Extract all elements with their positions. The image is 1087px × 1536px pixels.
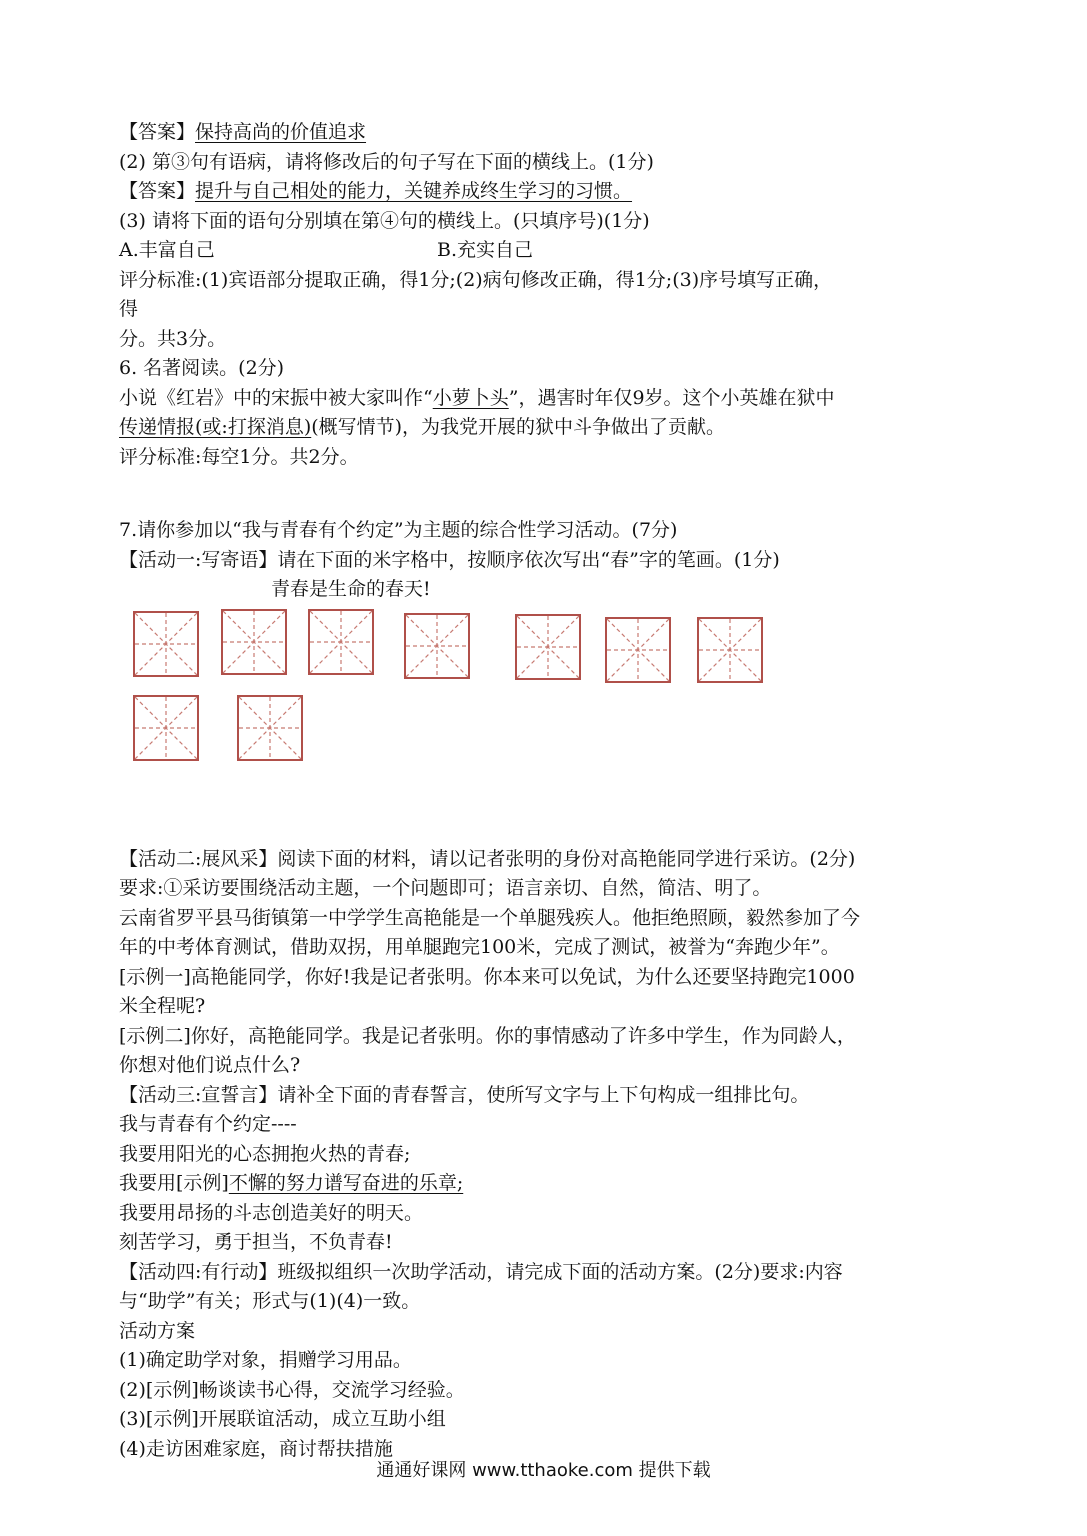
mizi-grid-cell[interactable] xyxy=(515,614,581,680)
text-line xyxy=(119,963,979,993)
mizi-guides xyxy=(406,615,468,677)
text-segment: 分。共3分。 xyxy=(119,327,227,350)
text-line xyxy=(119,384,979,414)
underlined-answer: 提升与自己相处的能力，关键养成终生学习的习惯。 xyxy=(195,180,633,202)
text-segment: 云南省罗平县马街镇第一中学学生高艳能是一个单腿残疾人。他拒绝照顾，毅然参加了今 xyxy=(119,906,861,929)
mizi-grid-cell[interactable] xyxy=(133,695,199,761)
text-line xyxy=(119,1169,979,1199)
text-line xyxy=(119,1258,979,1288)
text-segment: (3) 请将下面的语句分别填在第④句的横线上。(只填序号)(1分) xyxy=(119,209,650,232)
text-line xyxy=(119,413,979,443)
text-line xyxy=(119,118,979,148)
text-segment: (2)[示例]畅谈读书心得，交流学习经验。 xyxy=(119,1378,465,1401)
text-segment: 我要用昂扬的斗志创造美好的明天。 xyxy=(119,1201,424,1224)
underlined-answer: 不懈的努力谱写奋进的乐章; xyxy=(228,1172,464,1194)
text-segment: ”，遇害时年仅9岁。这个小英雄在狱中 xyxy=(508,386,835,409)
text-line xyxy=(119,295,979,325)
footer-text: 通通好课网 www.tthaoke.com 提供下载 xyxy=(376,1460,711,1481)
text-line xyxy=(119,1228,979,1258)
text-segment: 得 xyxy=(119,298,139,320)
text-segment: 6. 名著阅读。(2分) xyxy=(119,357,285,379)
text-line xyxy=(119,148,979,178)
scoring-block xyxy=(119,266,979,473)
mizi-grid-area xyxy=(119,605,979,845)
underlined-answer: 小萝卜头 xyxy=(432,386,509,409)
text-segment: 评分标准:每空1分。共2分。 xyxy=(119,445,359,468)
text-segment: 【答案】 xyxy=(119,121,196,143)
text-segment: 要求:①采访要围绕活动主题，一个问题即可；语言亲切、自然，简洁、明了。 xyxy=(119,877,772,899)
text-segment: (1)确定助学对象，捐赠学习用品。 xyxy=(119,1349,412,1371)
options-row xyxy=(119,236,979,266)
text-segment: [示例一]高艳能同学，你好!我是记者张明。你本来可以免试，为什么还要坚持跑完1000 xyxy=(119,965,855,988)
text-line xyxy=(119,1317,979,1347)
mizi-grid-cell[interactable] xyxy=(605,617,671,683)
text-line xyxy=(119,443,979,473)
underlined-answer: 传递情报(或:打探消息) xyxy=(119,416,312,438)
text-line xyxy=(119,1376,979,1406)
mizi-grid-cell[interactable] xyxy=(697,617,763,683)
text-line xyxy=(119,1199,979,1229)
text-segment: 【答案】 xyxy=(119,180,196,202)
text-line xyxy=(119,933,979,963)
text-line xyxy=(119,177,979,207)
answer-block xyxy=(119,118,979,236)
text-segment: 评分标准:(1)宾语部分提取正确，得1分;(2)病句修改正确，得1分;(3)序号填写正确， xyxy=(119,268,833,291)
mizi-guides xyxy=(517,616,579,678)
mizi-guides xyxy=(310,611,372,673)
motto-text: 青春是生命的春天! xyxy=(271,578,431,600)
underlined-answer: 保持高尚的价值追求 xyxy=(195,121,367,143)
mizi-guides xyxy=(223,611,285,673)
mizi-grid-cell[interactable] xyxy=(404,613,470,679)
text-line xyxy=(119,1140,979,1170)
text-segment: 小说《红岩》中的宋振中被大家叫作“ xyxy=(119,386,433,409)
mizi-grid-cell[interactable] xyxy=(237,695,303,761)
text-line xyxy=(119,992,979,1022)
text-segment: 你想对他们说点什么? xyxy=(119,1054,301,1076)
mizi-guides xyxy=(135,613,197,675)
mizi-grid-cell[interactable] xyxy=(308,609,374,675)
text-segment: 我要用阳光的心态拥抱火热的青春; xyxy=(119,1142,411,1165)
text-segment: 我要用[示例] xyxy=(119,1172,229,1194)
text-segment: 【活动三:宣誓言】请补全下面的青春誓言，使所写文字与上下句构成一组排比句。 xyxy=(119,1083,810,1106)
mizi-guides xyxy=(699,619,761,681)
text-line xyxy=(119,325,979,355)
activities-block xyxy=(119,845,979,1465)
text-line xyxy=(119,266,979,296)
text-line xyxy=(119,516,979,546)
text-segment: 米全程呢? xyxy=(119,995,206,1017)
text-line xyxy=(119,1022,979,1052)
text-line xyxy=(119,874,979,904)
text-segment: 7.请你参加以“我与青春有个约定”为主题的综合性学习活动。(7分) xyxy=(119,519,678,541)
document-page xyxy=(119,118,979,1464)
text-line xyxy=(119,904,979,934)
text-line xyxy=(119,546,979,576)
text-line xyxy=(119,845,979,875)
text-line xyxy=(119,354,979,384)
text-line xyxy=(119,1287,979,1317)
text-segment: 【活动一:写寄语】请在下面的米字格中，按顺序依次写出“春”字的笔画。(1分) xyxy=(119,548,780,571)
text-line xyxy=(119,1405,979,1435)
text-segment: [示例二]你好，高艳能同学。我是记者张明。你的事情感动了许多中学生，作为同龄人， xyxy=(119,1024,856,1047)
text-segment: 【活动四:有行动】班级拟组织一次助学活动，请完成下面的活动方案。(2分)要求:内容 xyxy=(119,1260,843,1283)
text-segment: 刻苦学习，勇于担当，不负青春! xyxy=(119,1231,393,1253)
text-line xyxy=(119,207,979,237)
text-line xyxy=(119,1110,979,1140)
option-b: B.充实自己 xyxy=(437,239,534,261)
text-segment: 年的中考体育测试，借助双拐，用单腿跑完100米，完成了测试，被誉为“奔跑少年”。 xyxy=(119,936,840,958)
mizi-guides xyxy=(135,697,197,759)
text-line xyxy=(119,1051,979,1081)
text-segment: 活动方案 xyxy=(119,1319,196,1342)
mizi-guides xyxy=(239,697,301,759)
activity-intro-block xyxy=(119,516,979,575)
text-segment: (2) 第③句有语病，请将修改后的句子写在下面的横线上。(1分) xyxy=(119,150,654,173)
text-segment: (3)[示例]开展联谊活动，成立互助小组 xyxy=(119,1408,446,1430)
text-line xyxy=(119,1346,979,1376)
text-line xyxy=(119,1081,979,1111)
mizi-grid-cell[interactable] xyxy=(221,609,287,675)
text-segment: 我与青春有个约定---- xyxy=(119,1113,297,1135)
text-segment: 【活动二:展风采】阅读下面的材料，请以记者张明的身份对高艳能同学进行采访。(2分) xyxy=(119,847,856,870)
option-a: A.丰富自己 xyxy=(119,239,215,261)
mizi-guides xyxy=(607,619,669,681)
text-segment: (4)走访困难家庭，商讨帮扶措施 xyxy=(119,1437,393,1460)
text-segment: 与“助学”有关；形式与(1)(4)一致。 xyxy=(119,1290,421,1312)
text-segment: (概写情节)，为我党开展的狱中斗争做出了贡献。 xyxy=(311,416,726,438)
mizi-grid-cell[interactable] xyxy=(133,611,199,677)
